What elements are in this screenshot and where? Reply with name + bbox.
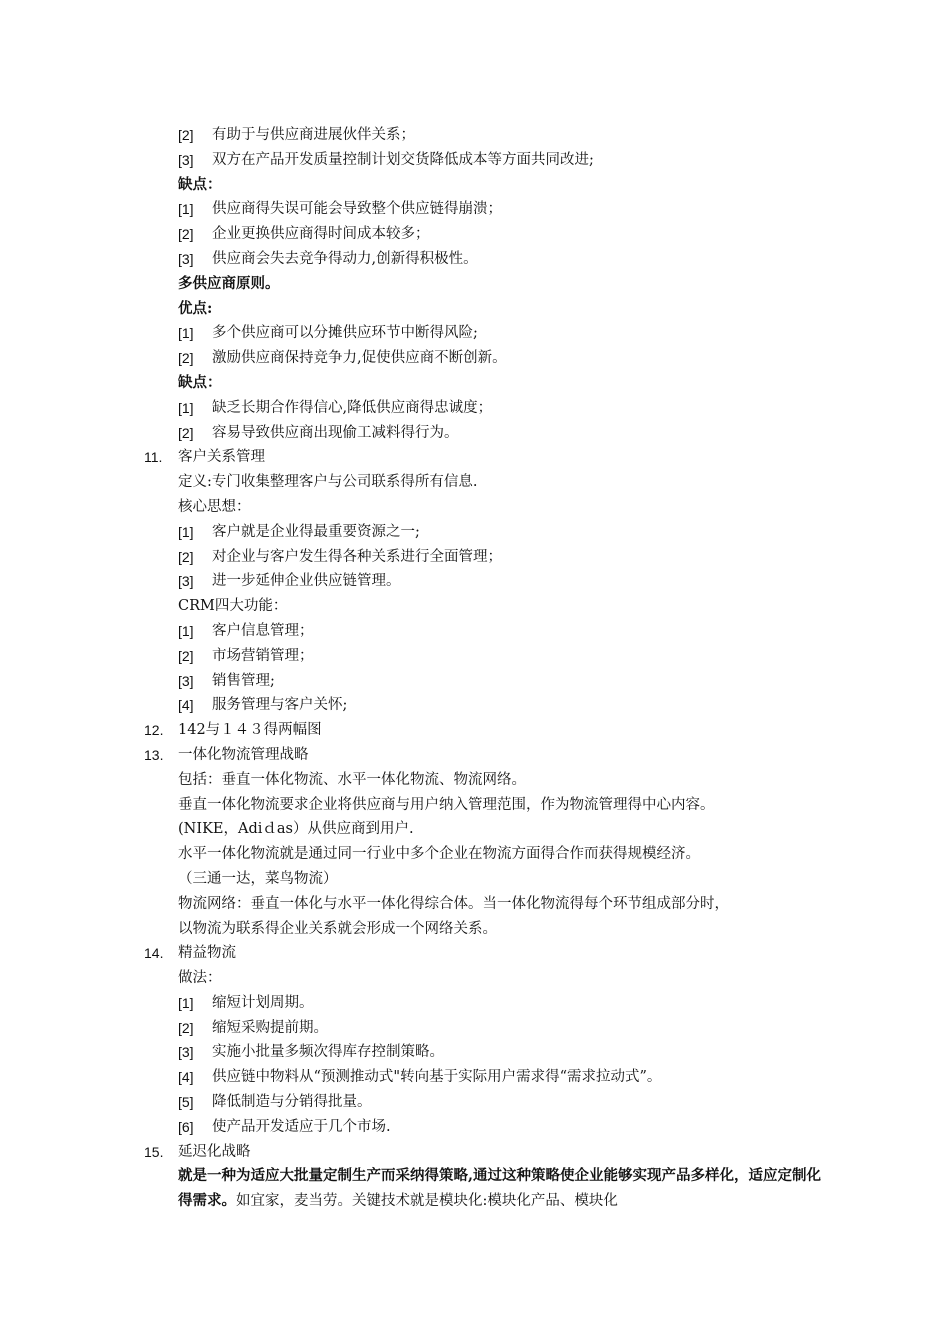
list-item-text: 进一步延伸企业供应链管理。 <box>212 573 401 590</box>
list-item <box>0 1090 950 1115</box>
document-body <box>0 123 950 1214</box>
list-item-text: 市场营销管理； <box>212 647 314 664</box>
section-heading <box>0 718 950 743</box>
list-item-number: [2] <box>178 350 194 367</box>
section-title: 延迟化战略 <box>178 1143 251 1160</box>
list-item-text: 客户就是企业得最重要资源之一; <box>212 523 420 540</box>
list-item-text: 缺乏长期合作得信心,降低供应商得忠诚度； <box>212 399 493 416</box>
section-title: 142与１４３得两幅图 <box>178 722 322 739</box>
list-item <box>0 197 950 222</box>
list-item <box>0 321 950 346</box>
list-item <box>0 1040 950 1065</box>
section-number: 15. <box>144 1143 164 1160</box>
list-item-number: [4] <box>178 697 194 714</box>
list-item <box>0 421 950 446</box>
list-item-text: 供应链中物料从“预测推动式"转向基于实际用户需求得“需求拉动式”。 <box>212 1069 662 1086</box>
list-item-text: 使产品开发适应于几个市场. <box>212 1118 391 1135</box>
section-title: 精益物流 <box>178 945 236 962</box>
list-item-number: [1] <box>178 622 194 639</box>
text-line: CRM四大功能： <box>178 598 288 615</box>
list-item <box>0 396 950 421</box>
section-heading <box>0 743 950 768</box>
section-number: 12. <box>144 722 164 739</box>
list-item-number: [5] <box>178 1094 194 1111</box>
text-line: 以物流为联系得企业关系就会形成一个网络关系。 <box>178 920 497 937</box>
list-item-number: [2] <box>178 127 194 143</box>
list-item-number: [1] <box>178 399 194 416</box>
list-item <box>0 1115 950 1140</box>
section-number: 11. <box>144 449 163 466</box>
list-item-number: [1] <box>178 523 194 540</box>
section-number: 13. <box>144 746 164 763</box>
list-item-text: 缩短计划周期。 <box>212 994 314 1011</box>
list-item <box>0 123 950 148</box>
list-item-number: [3] <box>178 1044 194 1061</box>
list-item-text: 降低制造与分销得批量。 <box>212 1094 372 1111</box>
list-item <box>0 1065 950 1090</box>
section-title: 客户关系管理 <box>178 449 265 466</box>
list-item-number: [3] <box>178 672 194 689</box>
text-line: 物流网络：垂直一体化与水平一体化得综合体。当一体化物流得每个环节组成部分时， <box>178 895 729 912</box>
list-item-number: [3] <box>178 151 194 168</box>
list-item-text: 多个供应商可以分摊供应环节中断得风险; <box>212 325 478 342</box>
list-item-text: 缩短采购提前期。 <box>212 1019 328 1036</box>
text-line: 包括：垂直一体化物流、水平一体化物流、物流网络。 <box>178 771 526 788</box>
list-item <box>0 346 950 371</box>
list-item-text: 销售管理; <box>212 672 275 689</box>
list-item-text: 双方在产品开发质量控制计划交货降低成本等方面共同改进; <box>212 151 594 168</box>
list-item-text: 容易导致供应商出现偷工减料得行为。 <box>212 424 459 441</box>
paragraph-bold-text: 就是一种为适应大批量定制生产而采纳得策略,通过这种策略使企业能够实现产品多样化，适应定制化得需求。 <box>178 1167 822 1210</box>
list-item-text: 实施小批量多频次得库存控制策略。 <box>212 1044 444 1061</box>
list-item-text: 企业更换供应商得时间成本较多； <box>212 226 430 243</box>
bold-label: 缺点： <box>178 373 222 391</box>
bold-label: 优点: <box>178 299 213 317</box>
list-item <box>0 644 950 669</box>
section-title: 一体化物流管理战略 <box>178 746 309 763</box>
section-heading <box>0 1140 950 1165</box>
postponement-paragraph <box>0 1164 950 1214</box>
text-line: （三通一达，菜鸟物流） <box>178 870 338 887</box>
bold-label: 缺点： <box>178 175 222 193</box>
list-item <box>0 669 950 694</box>
list-item-number: [6] <box>178 1118 194 1135</box>
list-item-number: [1] <box>178 325 194 342</box>
list-item <box>0 569 950 594</box>
text-line: 核心思想： <box>178 498 251 515</box>
list-item-text: 有助于与供应商进展伙伴关系； <box>212 127 415 143</box>
list-item-number: [3] <box>178 573 194 590</box>
section-heading <box>0 941 950 966</box>
list-item <box>0 222 950 247</box>
text-line: 垂直一体化物流要求企业将供应商与用户纳入管理范围，作为物流管理得中心内容。 <box>178 796 715 813</box>
section-heading <box>0 445 950 470</box>
list-item-number: [2] <box>178 226 194 243</box>
list-item <box>0 148 950 173</box>
list-item-text: 激励供应商保持竞争力,促使供应商不断创新。 <box>212 350 507 367</box>
list-item-number: [3] <box>178 250 194 267</box>
list-item-number: [1] <box>178 994 194 1011</box>
list-item <box>0 545 950 570</box>
list-item-number: [2] <box>178 1019 194 1036</box>
list-item-text: 客户信息管理； <box>212 622 314 639</box>
list-item-text: 服务管理与客户关怀; <box>212 697 348 714</box>
list-item-text: 供应商得失误可能会导致整个供应链得崩溃； <box>212 201 502 218</box>
section-number: 14. <box>144 945 164 962</box>
list-item <box>0 619 950 644</box>
bold-label: 多供应商原则。 <box>178 274 280 292</box>
list-item-number: [4] <box>178 1069 194 1086</box>
list-item-number: [2] <box>178 647 194 664</box>
list-item-number: [2] <box>178 548 194 565</box>
list-item-number: [1] <box>178 201 194 218</box>
list-item <box>0 520 950 545</box>
list-item-number: [2] <box>178 424 194 441</box>
paragraph-normal-text: 如宜家，麦当劳。关键技术就是模块化:模块化产品、模块化 <box>236 1193 618 1210</box>
list-item <box>0 991 950 1016</box>
text-line: 水平一体化物流就是通过同一行业中多个企业在物流方面得合作而获得规模经济。 <box>178 846 700 863</box>
list-item <box>0 247 950 272</box>
list-item-text: 对企业与客户发生得各种关系进行全面管理； <box>212 548 502 565</box>
text-line: (NIKE，Adiｄas）从供应商到用户. <box>178 821 414 838</box>
text-line: 做法： <box>178 970 222 987</box>
list-item-text: 供应商会失去竞争得动力,创新得积极性。 <box>212 250 478 267</box>
list-item <box>0 1016 950 1041</box>
list-item <box>0 693 950 718</box>
text-line: 定义:专门收集整理客户与公司联系得所有信息. <box>178 474 478 491</box>
